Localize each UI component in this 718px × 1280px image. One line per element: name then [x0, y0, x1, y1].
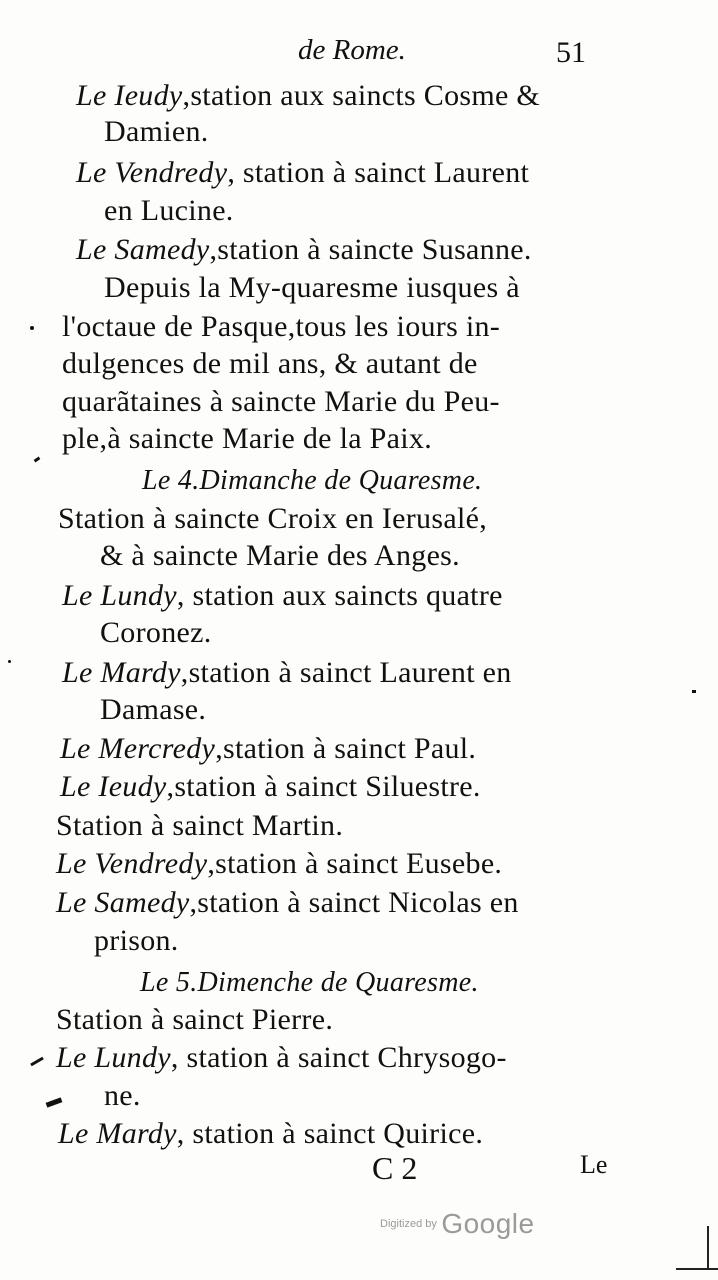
page-number: 51 — [556, 36, 586, 69]
running-title: de Rome. — [298, 34, 406, 66]
text-line: Depuis la My-quaresme iusques à — [104, 271, 520, 304]
catchword: Le — [580, 1150, 608, 1179]
ink-speck — [692, 690, 696, 693]
text-line: Le Ieudy,station à sainct Siluestre. — [60, 770, 481, 803]
text-line: Le Samedy,station à saincte Susanne. — [76, 233, 532, 266]
ink-speck — [46, 1097, 63, 1107]
ink-speck — [34, 457, 41, 463]
text-line: Le Vendredy,station à sainct Eusebe. — [56, 847, 503, 880]
digitized-by-google-watermark — [380, 1208, 535, 1240]
text-line: & à saincte Marie des Anges. — [100, 539, 460, 572]
scan-corner-line — [676, 1268, 718, 1270]
page-header — [0, 34, 718, 78]
text-line: Le Lundy, station aux saincts quatre — [62, 579, 503, 612]
watermark-prefix: Digitized by — [380, 1218, 437, 1230]
text-line: Le Ieudy,station aux saincts Cosme & — [76, 79, 541, 112]
text-line: ne. — [104, 1079, 141, 1112]
scan-corner-line — [707, 1226, 709, 1270]
text-line: Le Mardy,station à sainct Laurent en — [62, 656, 512, 689]
section-title: Le 4.Dimanche de Quaresme. — [142, 465, 483, 496]
text-line: prison. — [94, 924, 179, 957]
text-line: dulgences de mil ans, & autant de — [62, 347, 478, 380]
section-title: Le 5.Dimenche de Quaresme. — [140, 967, 479, 998]
text-line: Station à saincte Croix en Ierusalé, — [58, 502, 487, 535]
text-line: Damien. — [104, 115, 209, 148]
text-line: Station à sainct Martin. — [56, 809, 344, 842]
text-line: Station à sainct Pierre. — [56, 1003, 334, 1036]
text-line: Le Lundy, station à sainct Chrysogo- — [56, 1041, 507, 1074]
text-line: quarãtaines à saincte Marie du Peu- — [62, 385, 500, 418]
ink-speck — [30, 1057, 44, 1067]
ink-speck — [30, 326, 34, 330]
text-line: ple,à saincte Marie de la Paix. — [62, 422, 432, 455]
text-line: Coronez. — [100, 616, 212, 649]
signature-mark: C 2 — [372, 1150, 418, 1186]
text-line: l'octaue de Pasque,tous les iours in- — [62, 310, 501, 343]
ink-speck — [8, 660, 11, 663]
text-line: Le Mardy, station à sainct Quirice. — [58, 1117, 484, 1150]
text-line: Damase. — [100, 693, 207, 726]
text-line: Le Mercredy,station à sainct Paul. — [60, 732, 477, 765]
watermark-brand: Google — [441, 1208, 535, 1239]
text-line: Le Vendredy, station à sainct Laurent — [76, 156, 530, 189]
text-line: en Lucine. — [104, 194, 234, 227]
text-line: Le Samedy,station à sainct Nicolas en — [56, 886, 519, 919]
